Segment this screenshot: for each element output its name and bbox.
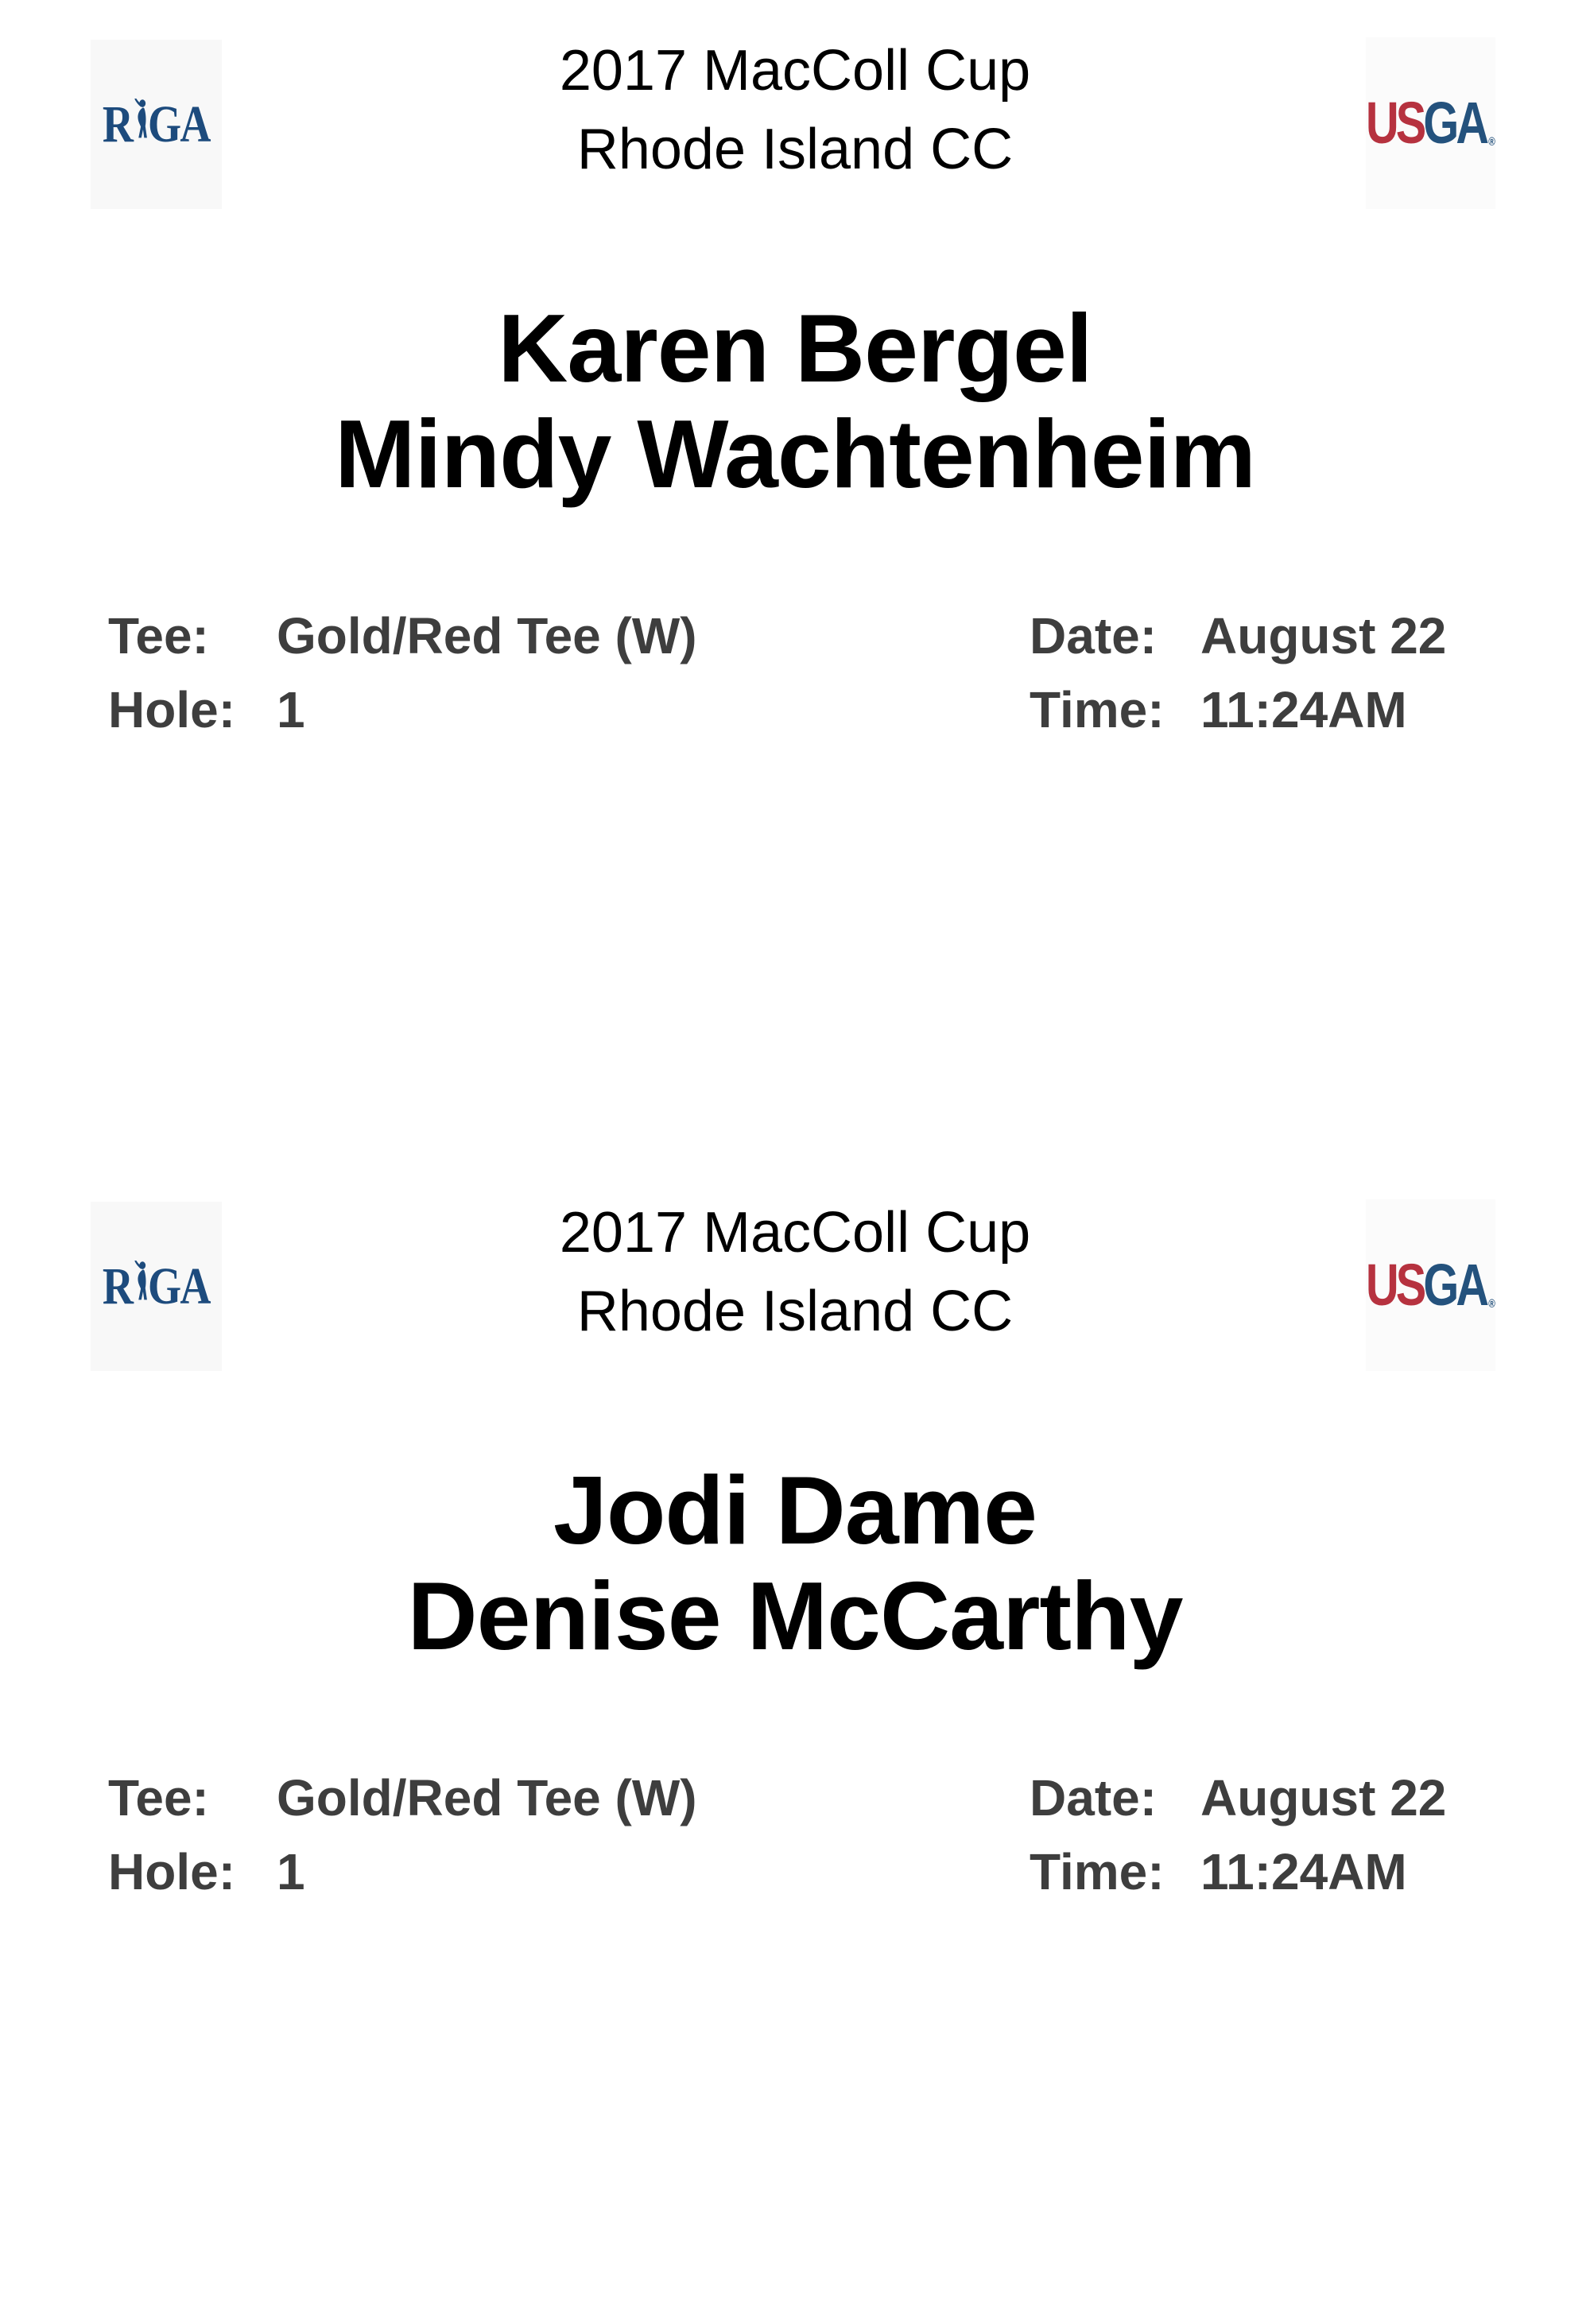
hole-value: 1 [277,681,305,738]
time-label: Time: [1030,1843,1165,1900]
hole-row [108,673,697,747]
riga-letter-r: R [102,95,133,153]
tee-value: Gold/Red Tee (W) [277,607,697,664]
time-value: 11:24AM [1200,681,1407,738]
player-name-1: Karen Bergel [498,294,1092,402]
time-row [1030,673,1446,747]
riga-letters-ga: GA [148,95,211,153]
player-name-2: Mindy Wachtenheim [335,400,1255,508]
hole-label: Hole: [108,1843,235,1900]
time-label: Time: [1030,681,1165,738]
usga-letters-us: US [1366,1252,1424,1318]
riga-letters-ga: GA [148,1257,211,1315]
event-title [0,32,1590,189]
hole-value: 1 [277,1843,305,1900]
date-label: Date: [1030,607,1158,664]
player-name-1: Jodi Dame [553,1456,1037,1564]
date-label: Date: [1030,1769,1158,1826]
registered-mark: ® [1488,135,1495,149]
tee-row [108,599,697,673]
hole-label: Hole: [108,681,235,738]
tee-info-block [108,599,697,747]
tee-label: Tee: [108,1769,209,1826]
event-title-line2: Rhode Island CC [576,1280,1014,1343]
tee-info-block [108,1761,697,1909]
usga-letters-ga: GA [1423,1252,1487,1318]
date-value: August 22 [1200,1769,1447,1826]
date-row [1030,1761,1446,1835]
datetime-info-block [1030,599,1446,747]
usga-letters-us: US [1366,90,1424,156]
usga-letters-ga: GA [1423,90,1487,156]
event-title [0,1194,1590,1351]
date-row [1030,599,1446,673]
tee-value: Gold/Red Tee (W) [277,1769,697,1826]
event-title-line2: Rhode Island CC [576,118,1014,181]
time-value: 11:24AM [1200,1843,1407,1900]
registered-mark: ® [1488,1297,1495,1311]
event-title-line1: 2017 MacColl Cup [559,1201,1031,1265]
event-title-line1: 2017 MacColl Cup [559,39,1031,103]
player-names [0,1458,1590,1669]
player-names [0,296,1590,507]
time-row [1030,1835,1446,1909]
tee-row [108,1761,697,1835]
date-value: August 22 [1200,607,1447,664]
datetime-info-block [1030,1761,1446,1909]
player-name-2: Denise McCarthy [407,1562,1183,1670]
tee-label: Tee: [108,607,209,664]
hole-row [108,1835,697,1909]
riga-letter-r: R [102,1257,133,1315]
tee-card-2 [0,1162,1590,2324]
